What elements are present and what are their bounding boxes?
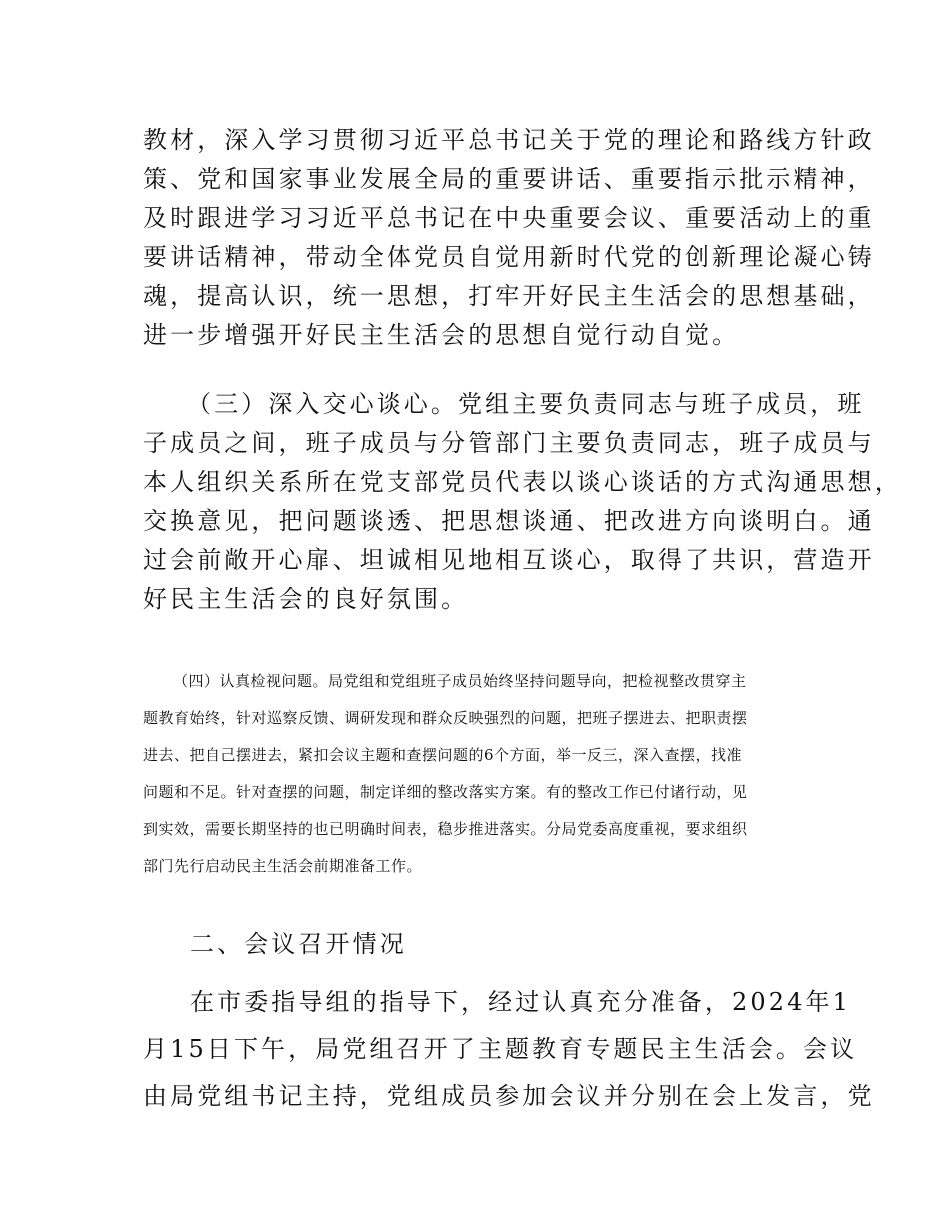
- text-line: 部门先行启动民主生活会前期准备工作。: [143, 857, 423, 875]
- text-line: 教材，深入学习贯彻习近平总书记关于党的理论和路线方针政: [143, 126, 875, 154]
- text-line: 问题和不足。针对查摆的问题，制定详细的整改落实方案。有的整改工作已付诸行动，见: [143, 783, 748, 801]
- text-line: 策、党和国家事业发展全局的重要讲话、重要指示批示精神，: [143, 165, 875, 193]
- text-line: 进去、把自己摆进去，紧扣会议主题和查摆问题的6个方面，举一反三，深入查摆，找准: [143, 746, 743, 764]
- text-line: 进一步增强开好民主生活会的思想自觉行动自觉。: [143, 321, 740, 349]
- text-line: 要讲话精神，带动全体党员自觉用新时代党的创新理论凝心铸: [143, 243, 875, 271]
- text-line: 由局党组书记主持，党组成员参加会议并分别在会上发言，党: [143, 1082, 875, 1110]
- text-line: （三）深入交心谈心。党组主要负责同志与班子成员，班: [187, 390, 865, 418]
- text-line: 题教育始终，针对巡察反馈、调研发现和群众反映强烈的问题，把班子摆进去、把职责摆: [143, 709, 748, 727]
- text-line: 过会前敞开心扉、坦诚相见地相互谈心，取得了共识，营造开: [143, 546, 875, 574]
- text-line: 本人组织关系所在党支部党员代表以谈心谈话的方式沟通思想，: [143, 468, 902, 496]
- text-line: 在市委指导组的指导下，经过认真充分准备，2024年1: [190, 988, 851, 1016]
- text-line: （四）认真检视问题。局党组和党组班子成员始终坚持问题导向，把检视整改贯穿主: [173, 672, 747, 690]
- text-line: 好民主生活会的良好氛围。: [143, 585, 469, 613]
- text-line: 及时跟进学习习近平总书记在中央重要会议、重要活动上的重: [143, 204, 875, 232]
- text-line: 月15日下午，局党组召开了主题教育专题民主生活会。会议: [143, 1035, 858, 1063]
- text-line: 到实效，需要长期坚持的也已明确时间表，稳步推进落实。分局党委高度重视，要求组织: [143, 820, 748, 838]
- text-line: 交换意见，把问题谈透、把思想谈通、把改进方向谈明白。通: [143, 507, 875, 535]
- text-line: 子成员之间，班子成员与分管部门主要负责同志，班子成员与: [143, 429, 875, 457]
- text-line: 魂，提高认识，统一思想，打牢开好民主生活会的思想基础，: [143, 282, 875, 310]
- section-heading: 二、会议召开情况: [190, 930, 407, 958]
